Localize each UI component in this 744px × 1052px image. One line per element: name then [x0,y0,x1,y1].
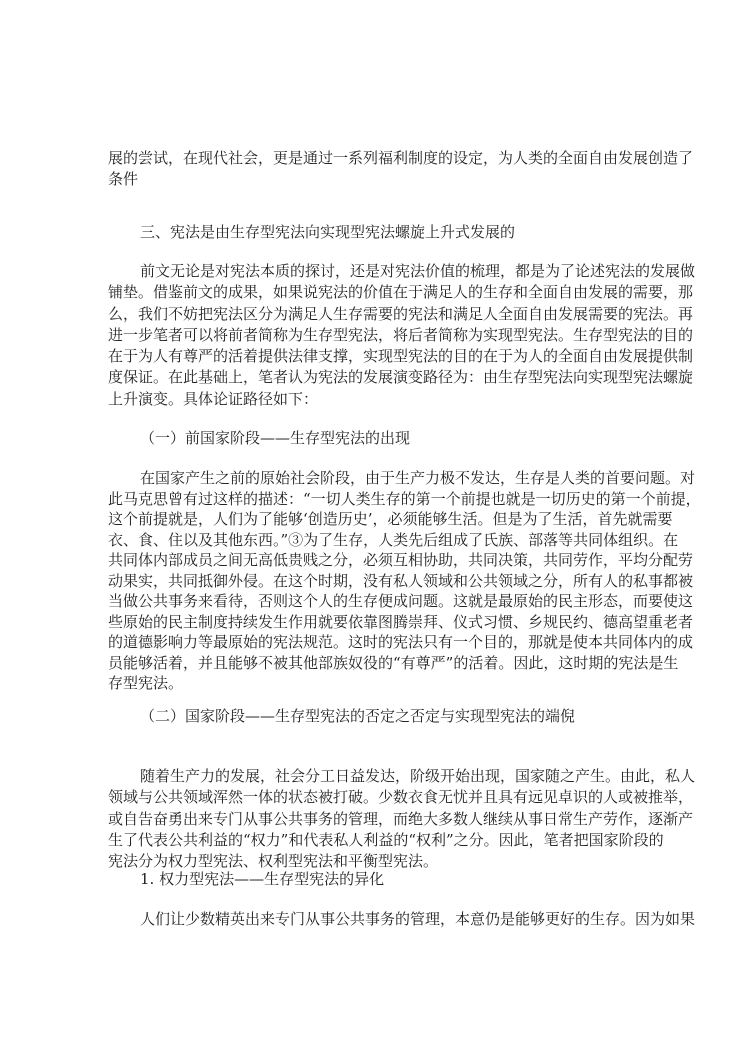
text-line: 的道德影响力等最原始的宪法规范。这时的宪法只有一个目的，那就是使本共同体内的成 [108,633,694,651]
text-line: 衣、食、住以及其他东西。”③为了生存，人类先后组成了氏族、部落等共同体组织。在 [108,530,679,549]
text-line: 员能够活着，并且能够不被其他部族奴役的“有尊严”的活着。因此，这时期的宪法是生 [108,653,679,672]
text-line: 前文无论是对宪法本质的探讨，还是对宪法价值的梳理，都是为了论述宪法的发展做 [140,262,696,280]
subsection-heading: 1. 权力型宪法——生存型宪法的异化 [140,870,385,888]
text-line: 么，我们不妨把宪法区分为满足人生存需要的宪法和满足人全面自由发展需要的宪法。再 [108,304,694,323]
text-line: 随着生产力的发展，社会分工日益发达，阶级开始出现，国家随之产生。由此，私人 [140,767,696,785]
text-line: 或自告奋勇出来专门从事公共事务的管理，而绝大多数人继续从事日常生产劳作，逐渐产 [108,809,694,828]
text-line: 当做公共事务来看待，否则这个人的生存便成问题。这就是最原始的民主形态，而要使这 [108,592,694,610]
text-line: 这个前提就是，人们为了能够‘创造历史’，必须能够生活。但是为了生活，首先就需要 [108,510,673,528]
paragraph [108,909,696,930]
text-line: 展的尝试，在现代社会，更是通过一系列福利制度的设定，为人类的全面自由发展创造了 [108,149,694,167]
text-line: 生了代表公共利益的“权力”和代表私人利益的“权利”之分。因此，笔者把国家阶段的 [108,830,664,849]
text-line: 宪法分为权力型宪法、权利型宪法和平衡型宪法。 [108,852,439,871]
paragraph [108,148,694,190]
text-line: 些原始的民主制度持续发生作用就要依靠图腾崇拜、仪式习惯、乡规民约、德高望重老者 [108,612,694,631]
text-line: 在国家产生之前的原始社会阶段，由于生产力极不发达，生存是人类的首要问题。对 [140,469,696,487]
paragraph [108,468,701,694]
text-line: 条件 [108,170,139,188]
text-line: 人们让少数精英出来专门从事公共事务的管理，本意仍是能够更好的生存。因为如果 [140,910,696,928]
paragraph [108,766,696,872]
text-line: 进一步笔者可以将前者简称为生存型宪法，将后者简称为实现型宪法。生存型宪法的目的 [108,325,694,344]
subsection-heading: （一）前国家阶段——生存型宪法的出现 [140,429,411,447]
section-heading: 三、宪法是由生存型宪法向实现型宪法螺旋上升式发展的 [140,223,516,241]
text-line: 共同体内部成员之间无高低贵贱之分，必须互相协助，共同决策，共同劳作，平均分配劳 [108,551,694,569]
paragraph [108,261,696,410]
text-line: 此马克思曾有过这样的描述：“一切人类生存的第一个前提也就是一切历史的第一个前提， [108,489,701,508]
text-line: 领域与公共领域浑然一体的状态被打破。少数衣食无忧并且具有远见卓识的人或被推举， [108,788,694,807]
text-line: 存型宪法。 [108,674,184,692]
text-line: 上升演变。具体论证路径如下： [108,389,319,408]
text-line: 铺垫。借鉴前文的成果，如果说宪法的价值在于满足人的生存和全面自由发展的需要，那 [108,283,694,302]
text-line: 度保证。在此基础上，笔者认为宪法的发展演变路径为：由生存型宪法向实现型宪法螺旋 [108,368,694,387]
text-line: 动果实，共同抵御外侵。在这个时期，没有私人领域和公共领域之分，所有人的私事都被 [108,571,694,590]
subsection-heading: （二）国家阶段——生存型宪法的否定之否定与实现型宪法的端倪 [140,707,576,725]
text-line: 在于为人有尊严的活着提供法律支撑，实现型宪法的目的在于为人的全面自由发展提供制 [108,347,694,366]
